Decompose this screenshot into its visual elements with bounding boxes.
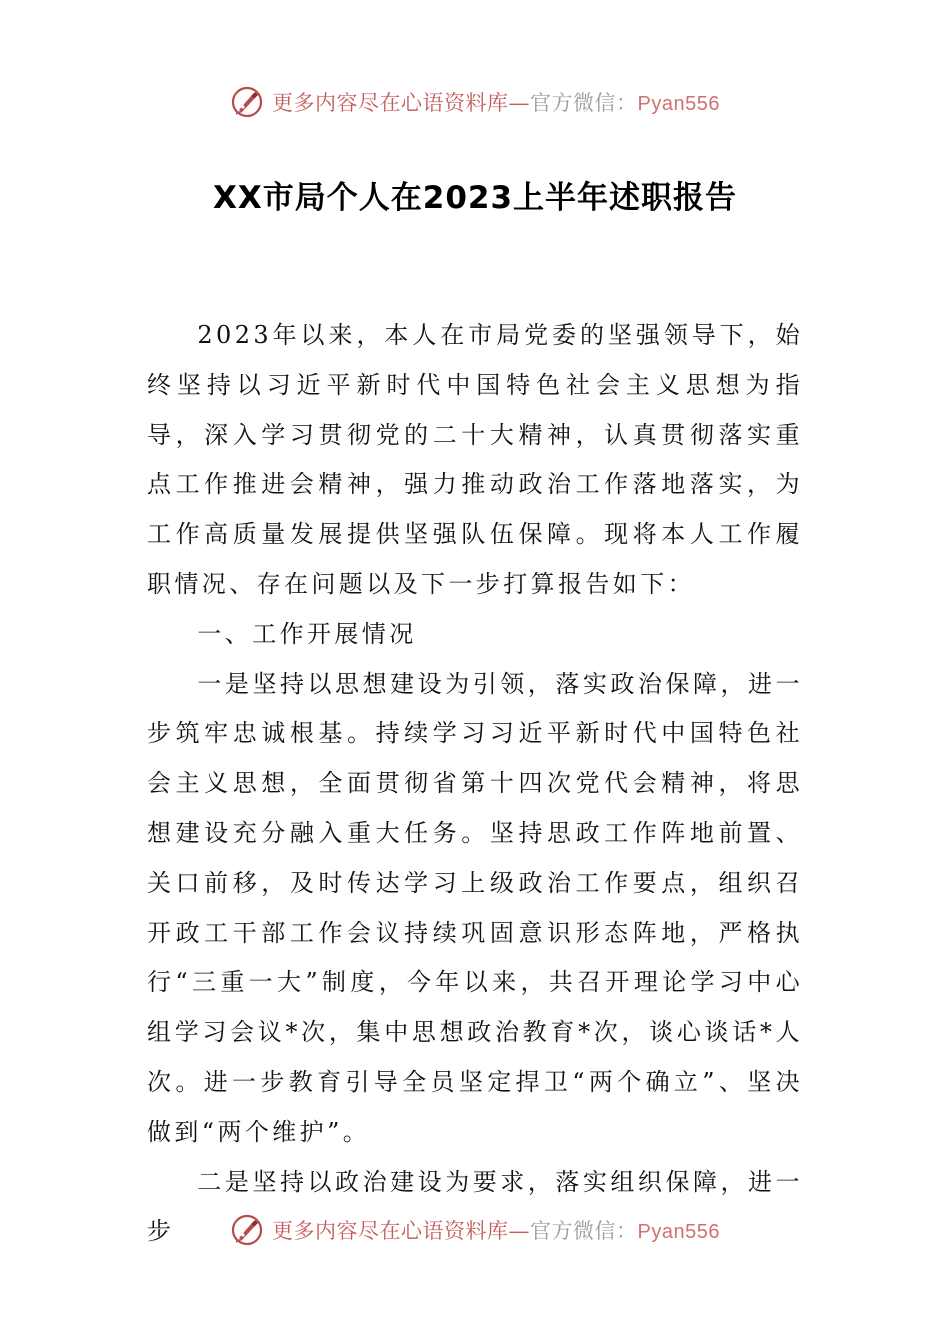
watermark-footer [0,1210,950,1250]
watermark-wechat-label: 官方微信： [530,1219,638,1243]
watermark-dash: — [508,91,531,115]
watermark-lead: 更多内容尽在心语资料库 [272,1219,509,1243]
watermark-wechat-label: 官方微信： [530,91,638,115]
watermark-text [272,1215,720,1245]
document-title: XX市局个人在2023上半年述职报告 [212,180,738,216]
watermark-wechat-id: Pyan556 [637,1221,720,1243]
document-body [147,311,803,1257]
watermark-text [272,87,720,117]
watermark-header [0,82,950,122]
paragraph-item-1: 一是坚持以思想建设为引领，落实政治保障，进一步筑牢忠诚根基。持续学习习近平新时代中国特色社会主义思想，全面贯彻省第十四次党代会精神，将思想建设充分融入重大任务。坚持思政工作阵地前置、关口前移，及时传达学习上级政治工作要点，组织召开政工干部工作会议持续巩固意识形态阵地，严格执行“三重一大”制度，今年以来，共召开理论学习中心组学习会议*次，集中思想政治教育*次，谈心谈话*人次。进一步教育引导全员坚定捍卫“两个确立”、坚决做到“两个维护”。 [147,669,803,1146]
watermark-dash: — [508,1219,531,1243]
watermark-lead: 更多内容尽在心语资料库 [272,91,509,115]
pen-nib-icon [230,85,264,119]
paragraph-intro: 2023年以来，本人在市局党委的坚强领导下，始终坚持以习近平新时代中国特色社会主义思想为指导，深入学习贯彻党的二十大精神，认真贯彻落实重点工作推进会精神，强力推动政治工作落地落实，为工作高质量发展提供坚强队伍保障。现将本人工作履职情况、存在问题以及下一步打算报告如下： [147,321,803,598]
paragraph-item-2: 二是坚持以政治建设为要求，落实组织保障，进一步 [147,1167,803,1246]
watermark-wechat-id: Pyan556 [637,93,720,115]
section-heading: 一、工作开展情况 [197,619,417,648]
pen-nib-icon [230,1213,264,1247]
